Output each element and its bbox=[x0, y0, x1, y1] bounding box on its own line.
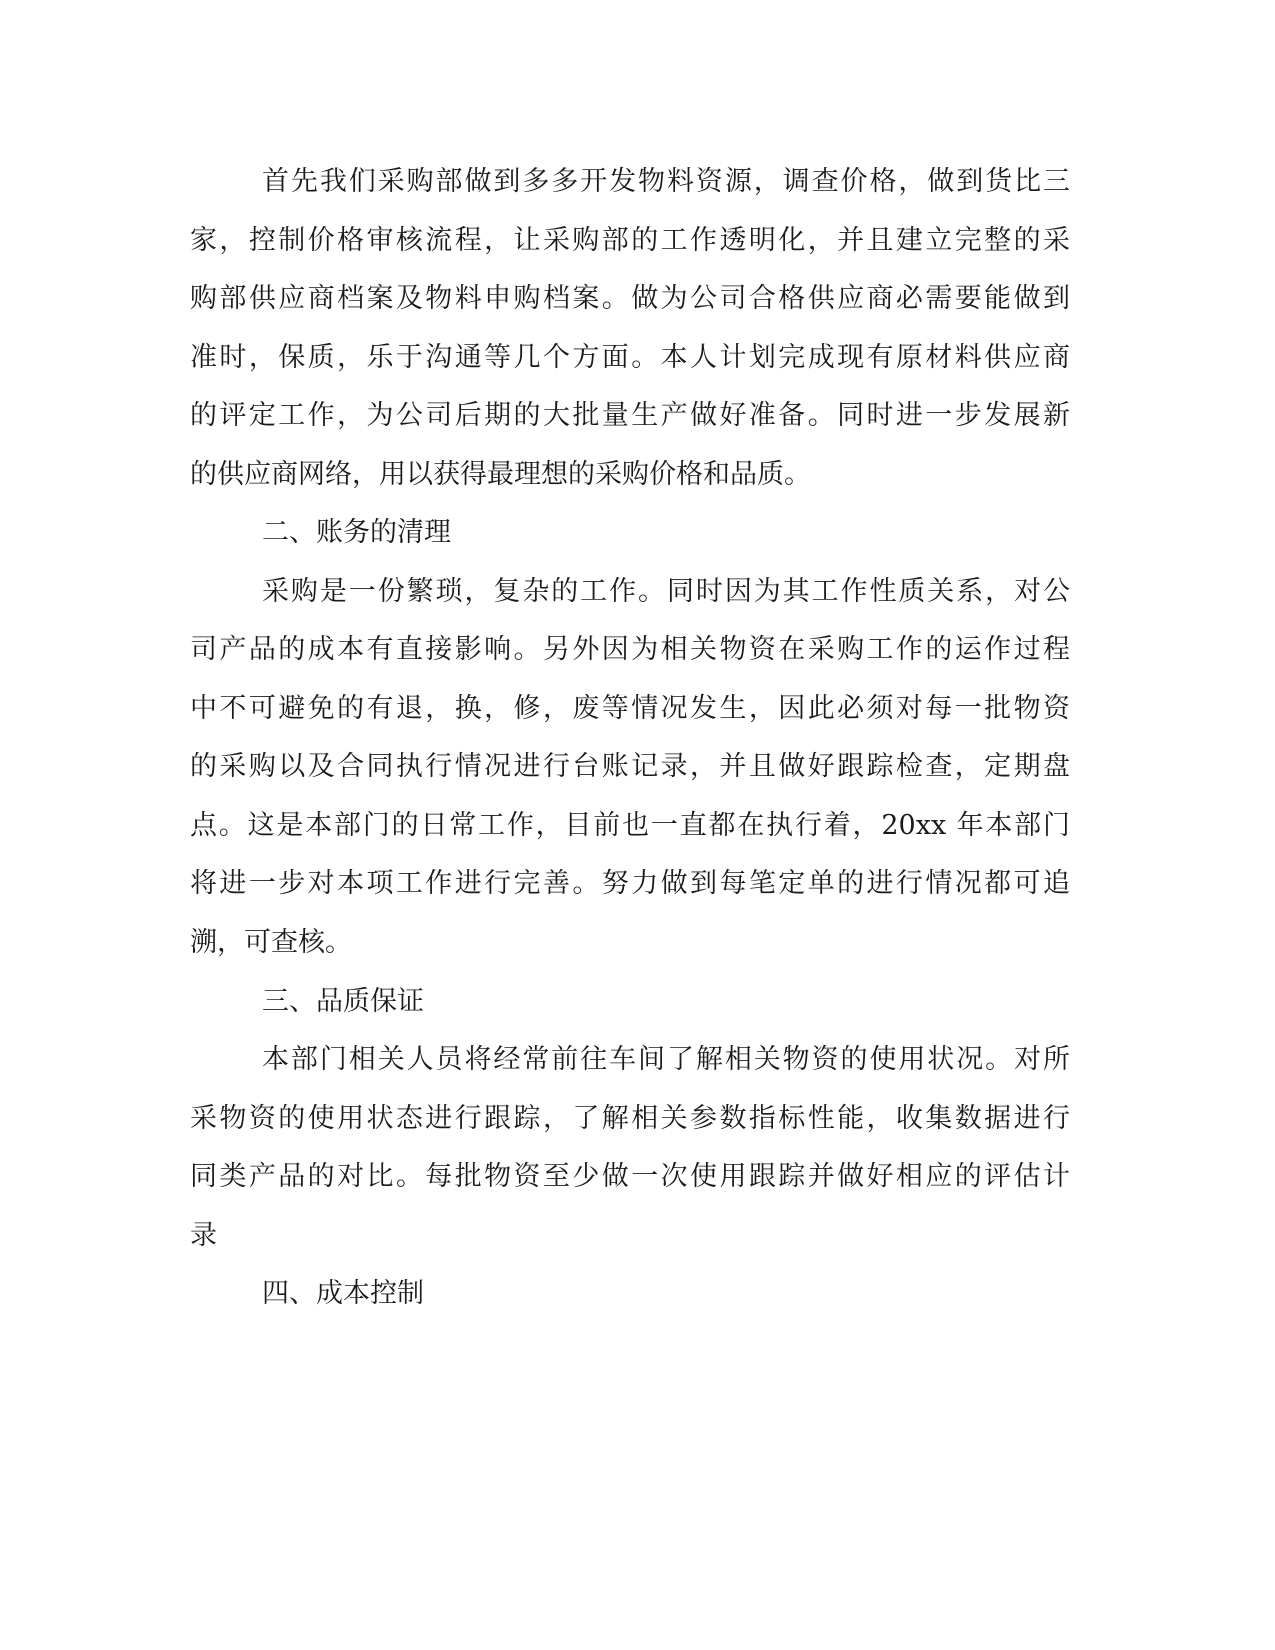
paragraph-line: 溯，可查核。 bbox=[190, 927, 352, 958]
paragraph-line: 准时，保质，乐于沟通等几个方面。本人计划完成现有原材料供应商 bbox=[190, 342, 1070, 373]
paragraph-line: 的采购以及合同执行情况进行台账记录，并且做好跟踪检查，定期盘 bbox=[190, 751, 1070, 782]
section-heading: 三、品质保证 bbox=[262, 986, 424, 1017]
paragraph-line: 同类产品的对比。每批物资至少做一次使用跟踪并做好相应的评估计 bbox=[190, 1161, 1070, 1192]
paragraph-line: 点。这是本部门的日常工作，目前也一直都在执行着，20xx 年本部门 bbox=[190, 810, 1070, 841]
paragraph-line: 购部供应商档案及物料申购档案。做为公司合格供应商必需要能做到 bbox=[190, 283, 1070, 314]
section-heading: 二、账务的清理 bbox=[262, 517, 451, 548]
paragraph-line: 中不可避免的有退，换，修，废等情况发生，因此必须对每一批物资 bbox=[190, 693, 1070, 724]
paragraph-line: 将进一步对本项工作进行完善。努力做到每笔定单的进行情况都可追 bbox=[190, 868, 1070, 899]
paragraph-line: 家，控制价格审核流程，让采购部的工作透明化，并且建立完整的采 bbox=[190, 225, 1070, 256]
paragraph-line: 的供应商网络，用以获得最理想的采购价格和品质。 bbox=[190, 459, 811, 490]
paragraph-line: 采购是一份繁琐，复杂的工作。同时因为其工作性质关系，对公 bbox=[262, 576, 1070, 607]
paragraph-line: 司产品的成本有直接影响。另外因为相关物资在采购工作的运作过程 bbox=[190, 634, 1070, 665]
paragraph-line: 录 bbox=[190, 1220, 217, 1251]
paragraph-line: 首先我们采购部做到多多开发物料资源，调查价格，做到货比三 bbox=[262, 166, 1070, 197]
paragraph-line: 本部门相关人员将经常前往车间了解相关物资的使用状况。对所 bbox=[262, 1044, 1070, 1075]
section-heading: 四、成本控制 bbox=[262, 1278, 424, 1309]
paragraph-line: 的评定工作，为公司后期的大批量生产做好准备。同时进一步发展新 bbox=[190, 400, 1070, 431]
paragraph-line: 采物资的使用状态进行跟踪，了解相关参数指标性能，收集数据进行 bbox=[190, 1103, 1070, 1134]
